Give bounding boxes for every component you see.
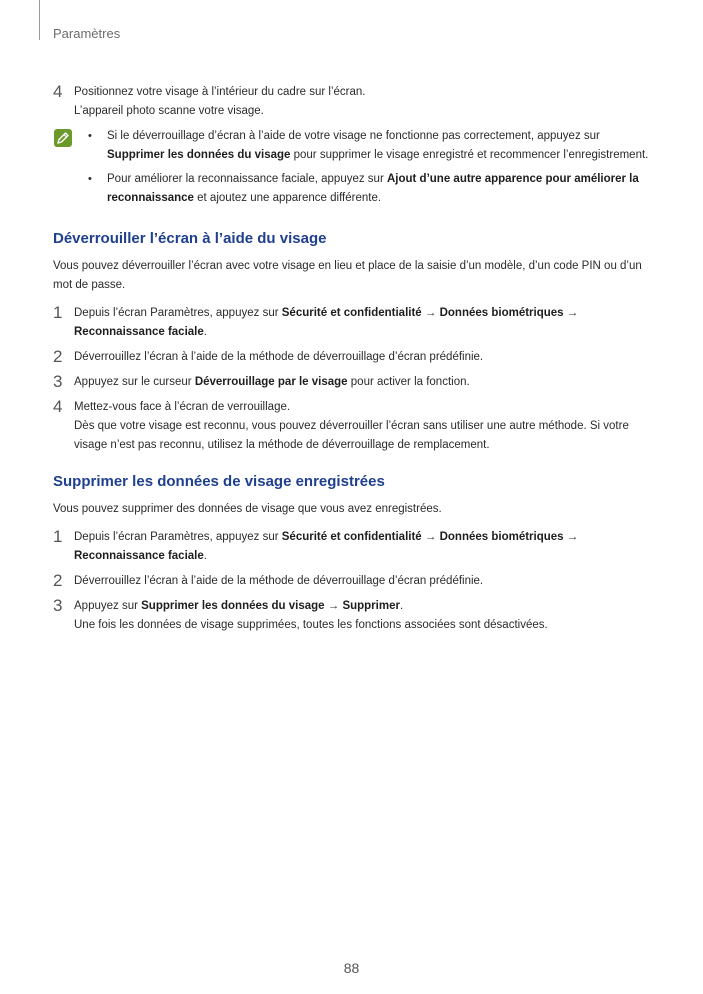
note-box xyxy=(53,127,653,208)
step-bold: Données biométriques xyxy=(439,307,564,319)
step-bold: Reconnaissance faciale xyxy=(74,550,204,562)
step-bold: Supprimer xyxy=(342,600,400,612)
intro-step xyxy=(53,83,653,121)
step-text: → xyxy=(421,307,440,319)
bullet-text: Si le déverrouillage d’écran à l’aide de votre visage ne fonctionne pas correctement, appuyez sur xyxy=(107,130,600,142)
bullet-bold: Ajout d’une autre apparence pour améliorer la reconnaissance xyxy=(107,173,639,204)
step-number: 1 xyxy=(53,303,63,322)
step-bold: Sécurité et confidentialité xyxy=(281,307,422,319)
step-text: Depuis l’écran Paramètres, appuyez sur xyxy=(74,531,282,543)
step-text: . xyxy=(203,550,207,562)
step-text: → xyxy=(421,531,440,543)
step-text: → xyxy=(563,531,579,543)
step-bold: Supprimer les données du visage xyxy=(141,600,325,612)
step-text: Dès que votre visage est reconnu, vous pouvez déverrouiller l’écran sans utiliser une autre méthode. Si votre visage n’est pas reconnu, utilisez la méthode de déverrouillage de remplacement. xyxy=(74,420,629,451)
section-delete-face xyxy=(53,471,653,635)
step-number: 2 xyxy=(53,347,63,366)
step-bold: Reconnaissance faciale xyxy=(74,326,204,338)
section-intro: Vous pouvez supprimer des données de visage que vous avez enregistrées. xyxy=(53,503,442,515)
step-text: . xyxy=(203,326,207,338)
step-text: Depuis l’écran Paramètres, appuyez sur xyxy=(74,307,282,319)
bullet-text: pour supprimer le visage enregistré et recommencer l’enregistrement. xyxy=(290,149,649,161)
step-number: 4 xyxy=(53,82,63,101)
bullet-text: Pour améliorer la reconnaissance faciale, appuyez sur xyxy=(107,173,387,185)
step-text: Une fois les données de visage supprimées, toutes les fonctions associées sont désactivées. xyxy=(74,619,548,631)
step-text: Déverrouillez l’écran à l’aide de la méthode de déverrouillage d’écran prédéfinie. xyxy=(74,351,484,363)
step-number: 3 xyxy=(53,596,63,615)
step-text: → xyxy=(563,307,579,319)
section-intro: Vous pouvez déverrouiller l’écran avec votre visage en lieu et place de la saisie d’un modèle, d’un code PIN ou d’un mot de passe. xyxy=(53,260,642,291)
section-heading: Déverrouiller l’écran à l’aide du visage xyxy=(53,230,327,247)
bullet-text: et ajoutez une apparence différente. xyxy=(193,192,382,204)
step-text: pour activer la fonction. xyxy=(347,376,470,388)
step-bold: Déverrouillage par le visage xyxy=(194,376,348,388)
note-bullet xyxy=(74,170,653,208)
step-item xyxy=(53,373,653,392)
step-item xyxy=(53,572,653,591)
bullet-bold: Supprimer les données du visage xyxy=(107,149,291,161)
step-bold: Sécurité et confidentialité xyxy=(281,531,422,543)
step-number: 1 xyxy=(53,527,63,546)
step-number: 4 xyxy=(53,397,63,416)
step-item xyxy=(53,597,653,635)
step-text: . xyxy=(399,600,404,612)
step-text: Mettez-vous face à l’écran de verrouillage. xyxy=(74,401,291,413)
step-number: 2 xyxy=(53,571,63,590)
step-item xyxy=(53,528,653,566)
step-text: → xyxy=(324,600,343,612)
bullet-dot: • xyxy=(88,173,92,185)
step-text: Déverrouillez l’écran à l’aide de la méthode de déverrouillage d’écran prédéfinie. xyxy=(74,575,484,587)
step-number: 3 xyxy=(53,372,63,391)
page-content xyxy=(53,83,653,651)
note-bullet xyxy=(74,127,653,165)
section-unlock-face xyxy=(53,228,653,455)
step-text: Positionnez votre visage à l’intérieur du cadre sur l’écran. xyxy=(74,86,366,98)
step-bold: Données biométriques xyxy=(439,531,564,543)
header-title: Paramètres xyxy=(53,26,121,41)
step-text: L’appareil photo scanne votre visage. xyxy=(74,105,264,117)
step-item xyxy=(53,304,653,342)
bullet-dot: • xyxy=(88,130,92,142)
step-item xyxy=(53,398,653,455)
step-item xyxy=(53,348,653,367)
page-number: 88 xyxy=(343,960,360,976)
header-rule xyxy=(39,0,40,40)
pencil-note-icon xyxy=(53,128,73,148)
step-text: Appuyez sur le curseur xyxy=(74,376,195,388)
section-heading: Supprimer les données de visage enregistrées xyxy=(53,473,385,490)
step-text: Appuyez sur xyxy=(74,600,142,612)
